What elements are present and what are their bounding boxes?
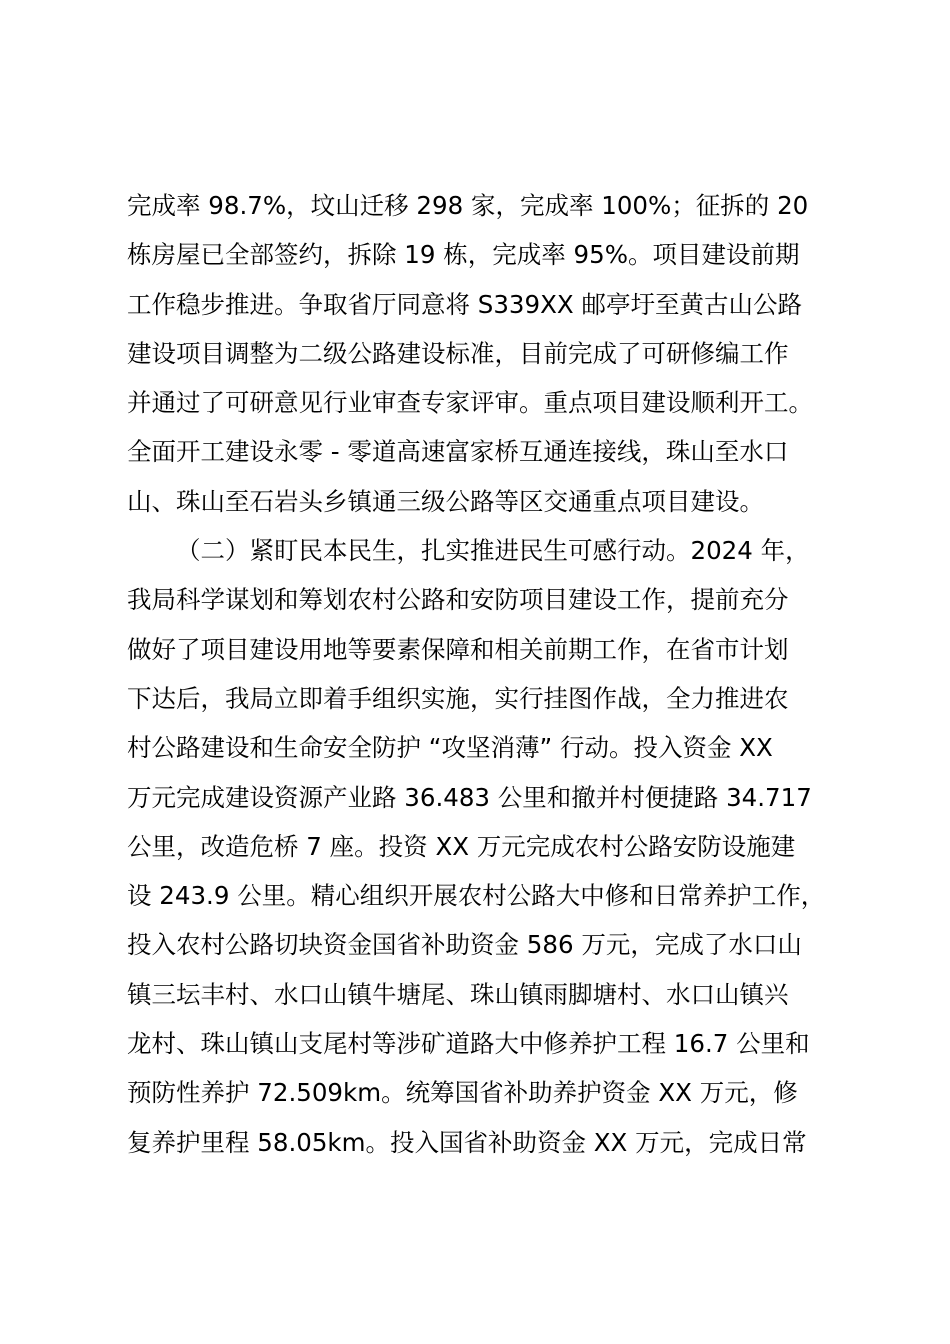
- text-line: 万元完成建设资源产业路 36.483 公里和撤并村便捷路 34.717: [127, 782, 812, 812]
- text-line: 下达后，我局立即着手组织实施，实行挂图作战，全力推进农: [127, 683, 789, 713]
- text-line: 完成率 98.7%，坟山迁移 298 家，完成率 100%；征拆的 20: [127, 191, 809, 220]
- text-line: 龙村、珠山镇山支尾村等涉矿道路大中修养护工程 16.7 公里和: [127, 1029, 810, 1059]
- body-text: [127, 181, 857, 1167]
- text-line: 复养护里程 58.05km。投入国省补助资金 XX 万元，完成日常: [127, 1127, 807, 1157]
- text-line: 我局科学谋划和筹划农村公路和安防项目建设工作，提前充分: [127, 585, 789, 615]
- text-line: 投入农村公路切块资金国省补助资金 586 万元，完成了水口山: [127, 930, 802, 960]
- text-line: 工作稳步推进。争取省厅同意将 S339XX 邮亭圩至黄古山公路: [127, 289, 802, 319]
- text-line: 建设项目调整为二级公路建设标准，目前完成了可研修编工作: [127, 338, 789, 368]
- text-line: 设 243.9 公里。精心组织开展农村公路大中修和日常养护工作，: [127, 881, 826, 911]
- text-line: 预防性养护 72.509km。统筹国省补助养护资金 XX 万元，修: [127, 1078, 798, 1108]
- text-line: 并通过了可研意见行业审查专家评审。重点项目建设顺利开工。: [127, 388, 813, 418]
- text-line: 栋房屋已全部签约，拆除 19 栋，完成率 95%。项目建设前期: [127, 240, 800, 270]
- text-line: 村公路建设和生命安全防护 “攻坚消薄” 行动。投入资金 XX: [127, 733, 773, 763]
- text-line: 公里，改造危桥 7 座。投资 XX 万元完成农村公路安防设施建: [127, 831, 796, 861]
- text-line: 做好了项目建设用地等要素保障和相关前期工作，在省市计划: [127, 634, 789, 664]
- text-line: 山、珠山至石岩头乡镇通三级公路等区交通重点项目建设。: [127, 486, 764, 516]
- section-heading-line: （二）紧盯民本民生，扎实推进民生可感行动。2024 年，: [176, 536, 810, 566]
- text-line: 全面开工建设永零 - 零道高速富家桥互通连接线，珠山至水口: [127, 437, 789, 467]
- text-line: 镇三坛丰村、水口山镇牛塘尾、珠山镇雨脚塘村、水口山镇兴: [127, 979, 789, 1009]
